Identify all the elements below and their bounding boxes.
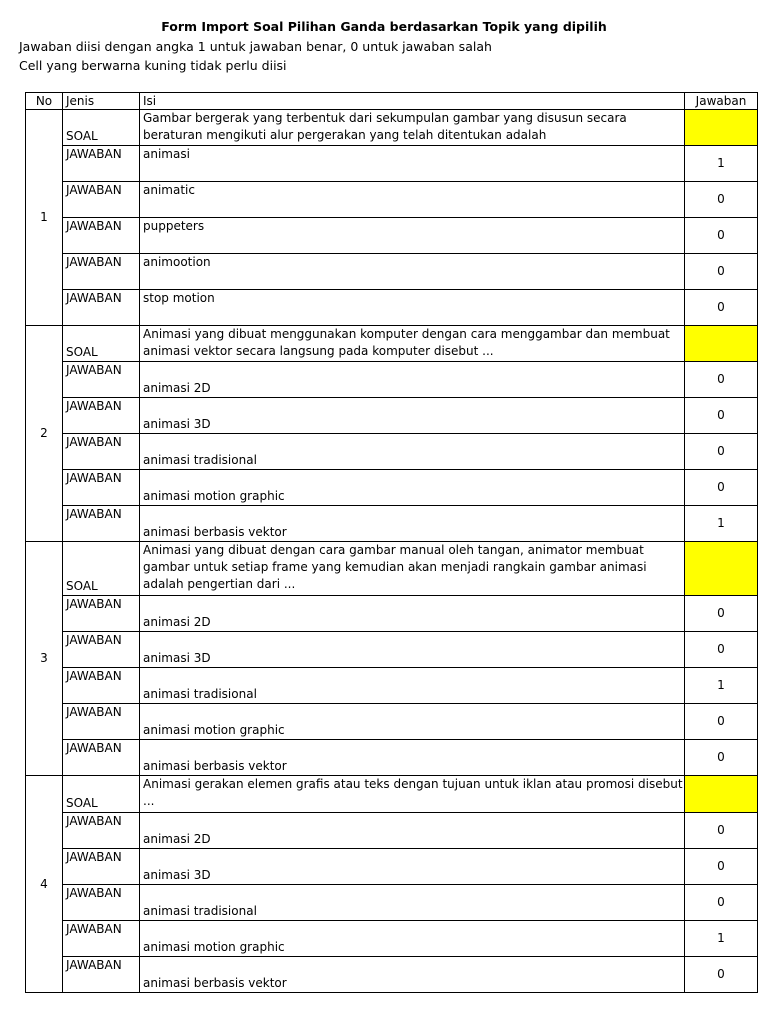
answer-row [26, 362, 758, 398]
jenis-cell: JAWABAN [63, 668, 140, 704]
answer-row [26, 596, 758, 632]
answer-row [26, 885, 758, 921]
question-table [25, 92, 758, 993]
answer-row [26, 182, 758, 218]
answer-value-cell[interactable]: 0 [685, 813, 758, 849]
answer-text: stop motion [140, 290, 685, 326]
answer-row [26, 398, 758, 434]
answer-value-cell[interactable]: 0 [685, 254, 758, 290]
question-text: Animasi yang dibuat menggunakan komputer dengan cara menggambar dan membuat animasi vektor secara langsung pada komputer disebut ... [140, 326, 685, 362]
answer-value-cell[interactable]: 0 [685, 362, 758, 398]
answer-row [26, 813, 758, 849]
jenis-cell: JAWABAN [63, 632, 140, 668]
jenis-cell: JAWABAN [63, 506, 140, 542]
answer-text: animasi 2D [140, 813, 685, 849]
jenis-cell: JAWABAN [63, 957, 140, 993]
header-row [26, 93, 758, 110]
question-text: Animasi gerakan elemen grafis atau teks dengan tujuan untuk iklan atau promosi disebut ... [140, 776, 685, 813]
question-text: Animasi yang dibuat dengan cara gambar manual oleh tangan, animator membuat gambar untuk setiap frame yang kemudian akan menjadi rangkain gambar animasi adalah pengertian dari ... [140, 542, 685, 596]
header-jawaban: Jawaban [685, 93, 758, 110]
answer-row [26, 146, 758, 182]
answer-text: animasi berbasis vektor [140, 957, 685, 993]
jenis-cell: SOAL [63, 110, 140, 146]
answer-row [26, 740, 758, 776]
answer-value-cell[interactable]: 0 [685, 740, 758, 776]
answer-value-cell[interactable]: 0 [685, 398, 758, 434]
answer-cell-blank [685, 542, 758, 596]
jenis-cell: JAWABAN [63, 704, 140, 740]
question-text: Gambar bergerak yang terbentuk dari sekumpulan gambar yang disusun secara beraturan mengikuti alur pergerakan yang telah ditentukan adalah [140, 110, 685, 146]
answer-value-cell[interactable]: 0 [685, 704, 758, 740]
jenis-cell: JAWABAN [63, 885, 140, 921]
answer-value-cell[interactable]: 1 [685, 506, 758, 542]
answer-value-cell[interactable]: 0 [685, 885, 758, 921]
answer-value-cell[interactable]: 0 [685, 434, 758, 470]
jenis-cell: JAWABAN [63, 470, 140, 506]
answer-text: animasi [140, 146, 685, 182]
answer-row [26, 218, 758, 254]
question-number: 3 [26, 542, 63, 776]
jenis-cell: JAWABAN [63, 596, 140, 632]
answer-row [26, 632, 758, 668]
answer-cell-blank [685, 326, 758, 362]
answer-text: animasi tradisional [140, 434, 685, 470]
answer-row [26, 704, 758, 740]
question-table-body [26, 93, 758, 993]
jenis-cell: JAWABAN [63, 218, 140, 254]
answer-value-cell[interactable]: 0 [685, 182, 758, 218]
answer-text: animatic [140, 182, 685, 218]
answer-text: animasi motion graphic [140, 470, 685, 506]
question-row [26, 110, 758, 146]
jenis-cell: JAWABAN [63, 921, 140, 957]
answer-value-cell[interactable]: 0 [685, 632, 758, 668]
answer-value-cell[interactable]: 0 [685, 849, 758, 885]
jenis-cell: JAWABAN [63, 362, 140, 398]
instruction-line: Jawaban diisi dengan angka 1 untuk jawaban benar, 0 untuk jawaban salah [19, 39, 492, 54]
answer-text: animootion [140, 254, 685, 290]
answer-text: animasi 3D [140, 849, 685, 885]
answer-value-cell[interactable]: 1 [685, 668, 758, 704]
answer-text: animasi 2D [140, 596, 685, 632]
jenis-cell: JAWABAN [63, 290, 140, 326]
question-number: 1 [26, 110, 63, 326]
instruction-line: Cell yang berwarna kuning tidak perlu diisi [19, 58, 287, 73]
answer-text: puppeters [140, 218, 685, 254]
question-row [26, 776, 758, 813]
answer-row [26, 506, 758, 542]
answer-row [26, 957, 758, 993]
question-row [26, 542, 758, 596]
header-jenis: Jenis [63, 93, 140, 110]
answer-row [26, 668, 758, 704]
answer-text: animasi berbasis vektor [140, 506, 685, 542]
answer-text: animasi motion graphic [140, 921, 685, 957]
answer-text: animasi 2D [140, 362, 685, 398]
header-isi: Isi [140, 93, 685, 110]
question-row [26, 326, 758, 362]
jenis-cell: JAWABAN [63, 254, 140, 290]
answer-row [26, 290, 758, 326]
jenis-cell: JAWABAN [63, 182, 140, 218]
answer-row [26, 921, 758, 957]
jenis-cell: JAWABAN [63, 146, 140, 182]
answer-value-cell[interactable]: 0 [685, 218, 758, 254]
answer-row [26, 434, 758, 470]
question-number: 2 [26, 326, 63, 542]
answer-value-cell[interactable]: 1 [685, 921, 758, 957]
jenis-cell: JAWABAN [63, 849, 140, 885]
question-number: 4 [26, 776, 63, 993]
answer-text: animasi berbasis vektor [140, 740, 685, 776]
answer-text: animasi 3D [140, 632, 685, 668]
answer-cell-blank [685, 776, 758, 813]
answer-text: animasi 3D [140, 398, 685, 434]
page-title: Form Import Soal Pilihan Ganda berdasarkan Topik yang dipilih [161, 19, 607, 34]
answer-value-cell[interactable]: 0 [685, 470, 758, 506]
jenis-cell: JAWABAN [63, 434, 140, 470]
answer-row [26, 254, 758, 290]
answer-text: animasi tradisional [140, 668, 685, 704]
jenis-cell: JAWABAN [63, 740, 140, 776]
jenis-cell: SOAL [63, 776, 140, 813]
answer-value-cell[interactable]: 0 [685, 290, 758, 326]
answer-text: animasi motion graphic [140, 704, 685, 740]
answer-value-cell[interactable]: 0 [685, 596, 758, 632]
answer-value-cell[interactable]: 0 [685, 957, 758, 993]
header-no: No [26, 93, 63, 110]
answer-value-cell[interactable]: 1 [685, 146, 758, 182]
answer-cell-blank [685, 110, 758, 146]
jenis-cell: SOAL [63, 542, 140, 596]
answer-row [26, 849, 758, 885]
jenis-cell: SOAL [63, 326, 140, 362]
jenis-cell: JAWABAN [63, 813, 140, 849]
jenis-cell: JAWABAN [63, 398, 140, 434]
answer-row [26, 470, 758, 506]
answer-text: animasi tradisional [140, 885, 685, 921]
